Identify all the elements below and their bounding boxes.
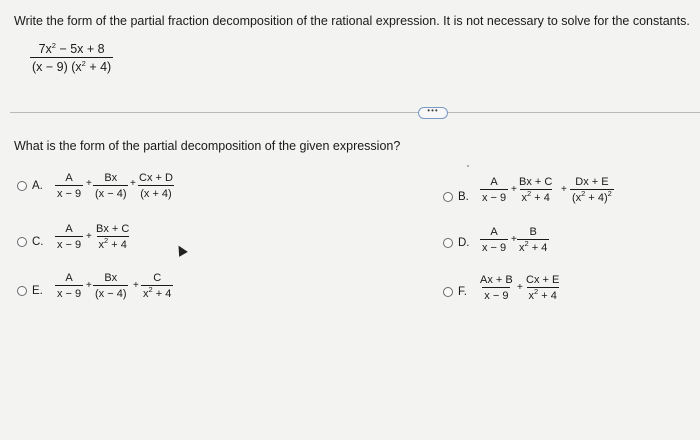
option-b[interactable] [443,191,469,203]
option-a-term-3-den: (x + 4) [138,185,173,200]
option-e-radio[interactable] [17,286,27,296]
plus-sign: + [561,184,567,195]
option-f-term-1-den: x − 9 [482,287,510,302]
option-a[interactable] [17,180,43,192]
option-c-term-1-den: x − 9 [55,236,83,251]
option-f-radio[interactable] [443,287,453,297]
option-b-term-2-den: $x^2 + 4$ [521,189,550,204]
option-d-term-1 [480,226,508,254]
option-a-term-2-num: Bx [104,172,118,184]
option-e-term-2-num: Bx [104,272,118,284]
option-a-term-1 [55,172,83,200]
option-e-term-1 [55,272,83,300]
option-b-term-1 [480,176,508,204]
option-a-radio[interactable] [17,181,27,191]
option-e-term-1-num: A [65,272,73,284]
option-b-term-1-num: A [490,176,498,188]
option-b-label: B. [458,191,469,203]
option-b-term-3 [570,176,614,204]
more-button[interactable]: ••• [418,107,448,119]
option-b-term-3-num: Dx + E [575,176,609,188]
expression-numerator: $7x^2 - 5x + 8$ [38,41,105,56]
option-a-term-2 [93,172,128,200]
option-f[interactable] [443,286,467,298]
option-a-term-1-den: x − 9 [55,185,83,200]
option-f-term-1-num: Ax + B [480,274,513,286]
option-d-term-2-den: $x^2 + 4$ [519,239,548,254]
option-b-term-2-num: Bx + C [519,176,553,188]
option-e-term-3 [141,272,173,300]
question-text: What is the form of the partial decomposition of the given expression? [14,139,401,153]
option-c-term-2-den: $x^2 + 4$ [98,236,127,251]
divider [10,112,700,113]
option-a-term-1-num: A [65,172,73,184]
option-d-term-1-den: x − 9 [480,239,508,254]
rational-expression [30,42,113,74]
plus-sign: + [517,282,523,293]
option-d-term-2-num: B [529,226,537,238]
option-d[interactable] [443,237,470,249]
option-d-radio[interactable] [443,238,453,248]
option-b-term-3-den: $(x^2 + 4)^2$ [572,189,612,204]
option-c[interactable] [17,236,44,248]
plus-sign: + [86,231,92,242]
option-e-term-3-den: $x^2 + 4$ [143,285,172,300]
option-a-term-2-den: (x − 4) [93,185,128,200]
option-b-term-1-den: x − 9 [480,189,508,204]
option-f-term-1 [478,274,515,302]
option-d-term-2 [517,226,549,254]
option-e-term-3-num: C [153,272,162,284]
option-f-label: F. [458,286,467,298]
plus-sign: + [86,280,92,291]
option-c-term-1-num: A [65,223,73,235]
option-f-term-2 [524,274,561,302]
option-e-label: E. [32,285,43,297]
option-d-term-1-num: A [490,226,498,238]
option-a-term-3 [137,172,175,200]
mouse-cursor-icon [174,243,188,257]
option-e-term-2-den: (x − 4) [93,285,128,300]
option-c-radio[interactable] [17,237,27,247]
plus-sign: + [133,280,139,291]
plus-sign: + [130,178,136,189]
option-a-term-3-num: Cx + D [139,172,173,184]
option-c-label: C. [32,236,44,248]
option-a-label: A. [32,180,43,192]
option-c-term-1 [55,223,83,251]
plus-sign: + [511,234,517,245]
stray-dot [467,165,469,167]
option-c-term-2-num: Bx + C [96,223,130,235]
option-b-radio[interactable] [443,192,453,202]
option-e-term-2 [93,272,128,300]
option-c-term-2 [94,223,131,251]
option-f-term-2-num: Cx + E [526,274,560,286]
instruction-text: Write the form of the partial fraction decomposition of the rational expression. It is not necessary to solve for the constants. [14,14,690,28]
option-b-term-2 [517,176,554,204]
option-e[interactable] [17,285,43,297]
option-e-term-1-den: x − 9 [55,285,83,300]
plus-sign: + [86,178,92,189]
expression-denominator: (x − 9) $(x^2 + 4)$ [32,59,112,74]
option-d-label: D. [458,237,470,249]
option-f-term-2-den: $x^2 + 4$ [528,287,557,302]
plus-sign: + [511,184,517,195]
